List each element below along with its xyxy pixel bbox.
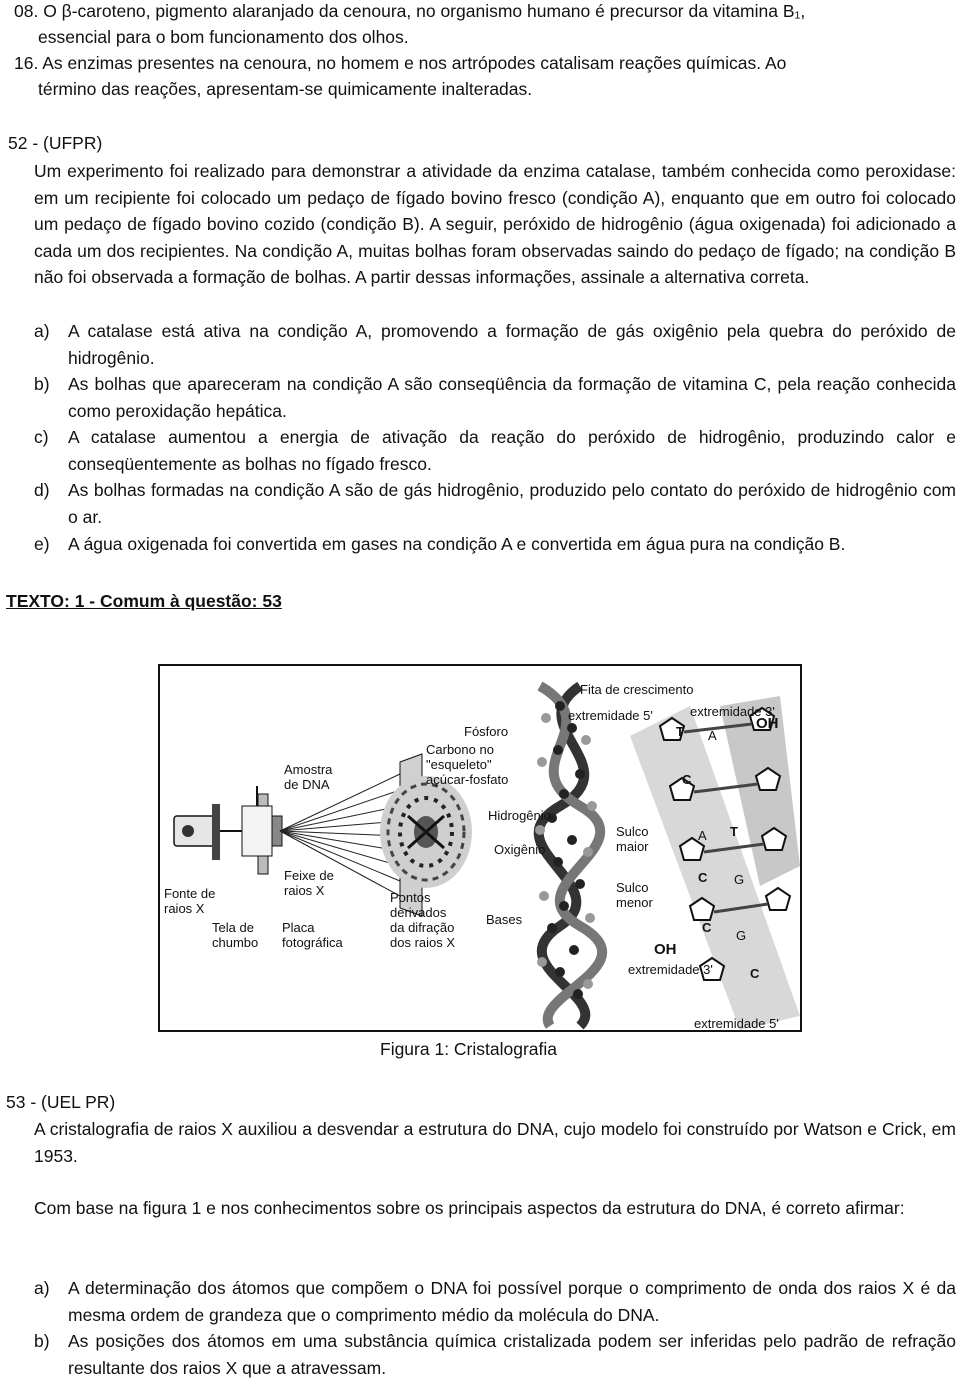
label-feixe-raios-x: Feixe de raios X	[284, 868, 334, 898]
option-text: A catalase aumentou a energia de ativação da reação do peróxido de hidrogênio, produzindo calor e conseqüentemente as bolhas no fígado fresco.	[68, 427, 956, 474]
label-fonte-raios-x: Fonte de raios X	[164, 886, 216, 916]
option-label: c)	[34, 427, 49, 447]
option-text: A determinação dos átomos que compõem o DNA foi possível porque o comprimento de onda dos raios X é da mesma ordem de grandeza que o comprimento médio da molécula do DNA.	[68, 1278, 956, 1325]
question-52-statement: Um experimento foi realizado para demonstrar a atividade da enzima catalase, também conhecida como peroxidase: em um recipiente foi colocado um pedaço de fígado bovino fresco (condição A), enquanto que em outro foi colocado um pedaço de fígado bovino cozido (condição B). A seguir, peróxido de hidrogênio (água oxigenada) foi adicionado a cada um dos recipientes. Na condição A, muitas bolhas foram observadas saindo do pedaço de fígado; na condição B não foi observada a formação de bolhas. A partir dessas informações, assinale a alternativa correta.	[34, 161, 956, 287]
base-letter: T	[730, 824, 738, 839]
label-tela-chumbo: Tela de chumbo	[212, 920, 259, 950]
label-extremidade-3-top: extremidade 3'	[690, 704, 775, 719]
diffraction-pattern-icon	[380, 776, 472, 888]
option-text: A água oxigenada foi convertida em gases na condição A e convertida em água pura na condição B.	[68, 534, 846, 554]
text-heading: TEXTO: 1 - Comum à questão: 53	[6, 591, 282, 611]
question-52-option-d	[34, 477, 956, 530]
base-letter: G	[736, 928, 747, 943]
option-label: d)	[34, 480, 50, 500]
item-08-line2: essencial para o bom funcionamento dos olhos.	[38, 27, 409, 47]
option-label: a)	[34, 1278, 50, 1298]
base-letter: C	[698, 870, 708, 885]
label-hidrogenio: Hidrogênio	[488, 808, 551, 823]
label-pontos-difracao: Pontos derivados da difração dos raios X	[390, 890, 456, 950]
question-52-option-c	[34, 424, 956, 477]
option-text: A catalase está ativa na condição A, promovendo a formação de gás oxigênio pela quebra do peróxido de hidrogênio.	[68, 321, 956, 368]
base-letter: C	[702, 920, 712, 935]
question-53-option-a	[34, 1275, 956, 1328]
option-label: e)	[34, 534, 50, 554]
figure-caption: Figura 1: Cristalografia	[380, 1039, 558, 1059]
label-oh-bottom: OH	[654, 941, 677, 958]
base-letter: T	[676, 724, 684, 739]
question-52-option-e	[34, 531, 956, 558]
option-label: b)	[34, 1331, 50, 1351]
question-53-option-b	[34, 1328, 956, 1381]
question-52-header: 52 - (UFPR)	[8, 133, 103, 153]
label-fosforo: Fósforo	[464, 724, 509, 739]
dna-ladder-icon	[630, 696, 800, 1030]
question-53-intro: A cristalografia de raios X auxiliou a desvendar a estrutura do DNA, cujo modelo foi construído por Watson e Crick, em 1953.	[34, 1119, 956, 1166]
label-extremidade-5-top: extremidade 5'	[568, 708, 653, 723]
question-53-prompt: Com base na figura 1 e nos conhecimentos sobre os principais aspectos da estrutura do DNA, é correto afirmar:	[34, 1198, 905, 1218]
crystallography-figure	[158, 664, 802, 1032]
base-letter: G	[734, 872, 745, 887]
base-letter: A	[698, 828, 707, 843]
option-label: a)	[34, 321, 50, 341]
label-sulco-menor: Sulco menor	[616, 880, 653, 910]
label-sulco-maior: Sulco maior	[616, 824, 649, 854]
item-16-line2: término das reações, apresentam-se quimicamente inalteradas.	[38, 79, 533, 99]
label-bases: Bases	[486, 912, 523, 927]
option-text: As bolhas que apareceram na condição A são conseqüência da formação de vitamina C, pela reação conhecida como peroxidação hepática.	[68, 374, 956, 421]
label-amostra-dna: Amostra de DNA	[284, 762, 333, 792]
base-letter: C	[682, 772, 692, 787]
item-16-line1: 16. As enzimas presentes na cenoura, no homem e nos artrópodes catalisam reações químicas. Ao	[14, 53, 787, 73]
option-label: b)	[34, 374, 50, 394]
label-extremidade-3-bottom: extremidade 3'	[628, 962, 713, 977]
label-extremidade-5-bottom: extremidade 5'	[694, 1016, 779, 1031]
label-carbono: Carbono no "esqueleto" açúcar-fosfato	[426, 742, 509, 787]
question-53-header: 53 - (UEL PR)	[6, 1092, 116, 1112]
base-letter: A	[708, 728, 717, 743]
label-oxigenio: Oxigênio	[494, 842, 546, 857]
question-52-option-b	[34, 371, 956, 424]
base-letter: C	[750, 966, 760, 981]
question-52-option-a	[34, 318, 956, 371]
label-fita-crescimento: Fita de crescimento	[580, 682, 694, 697]
option-text: As bolhas formadas na condição A são de gás hidrogênio, produzido pelo contato do peróxido de hidrogênio com o ar.	[68, 480, 956, 527]
label-oh-top: OH	[756, 715, 779, 732]
option-text: As posições dos átomos em uma substância química cristalizada podem ser inferidas pelo padrão de refração resultante dos raios X que a atravessam.	[68, 1331, 956, 1378]
label-placa-fotografica: Placa fotográfica	[282, 920, 343, 950]
item-08-line1: 08. O β-caroteno, pigmento alaranjado da cenoura, no organismo humano é precursor da vitamina B₁,	[14, 1, 806, 21]
